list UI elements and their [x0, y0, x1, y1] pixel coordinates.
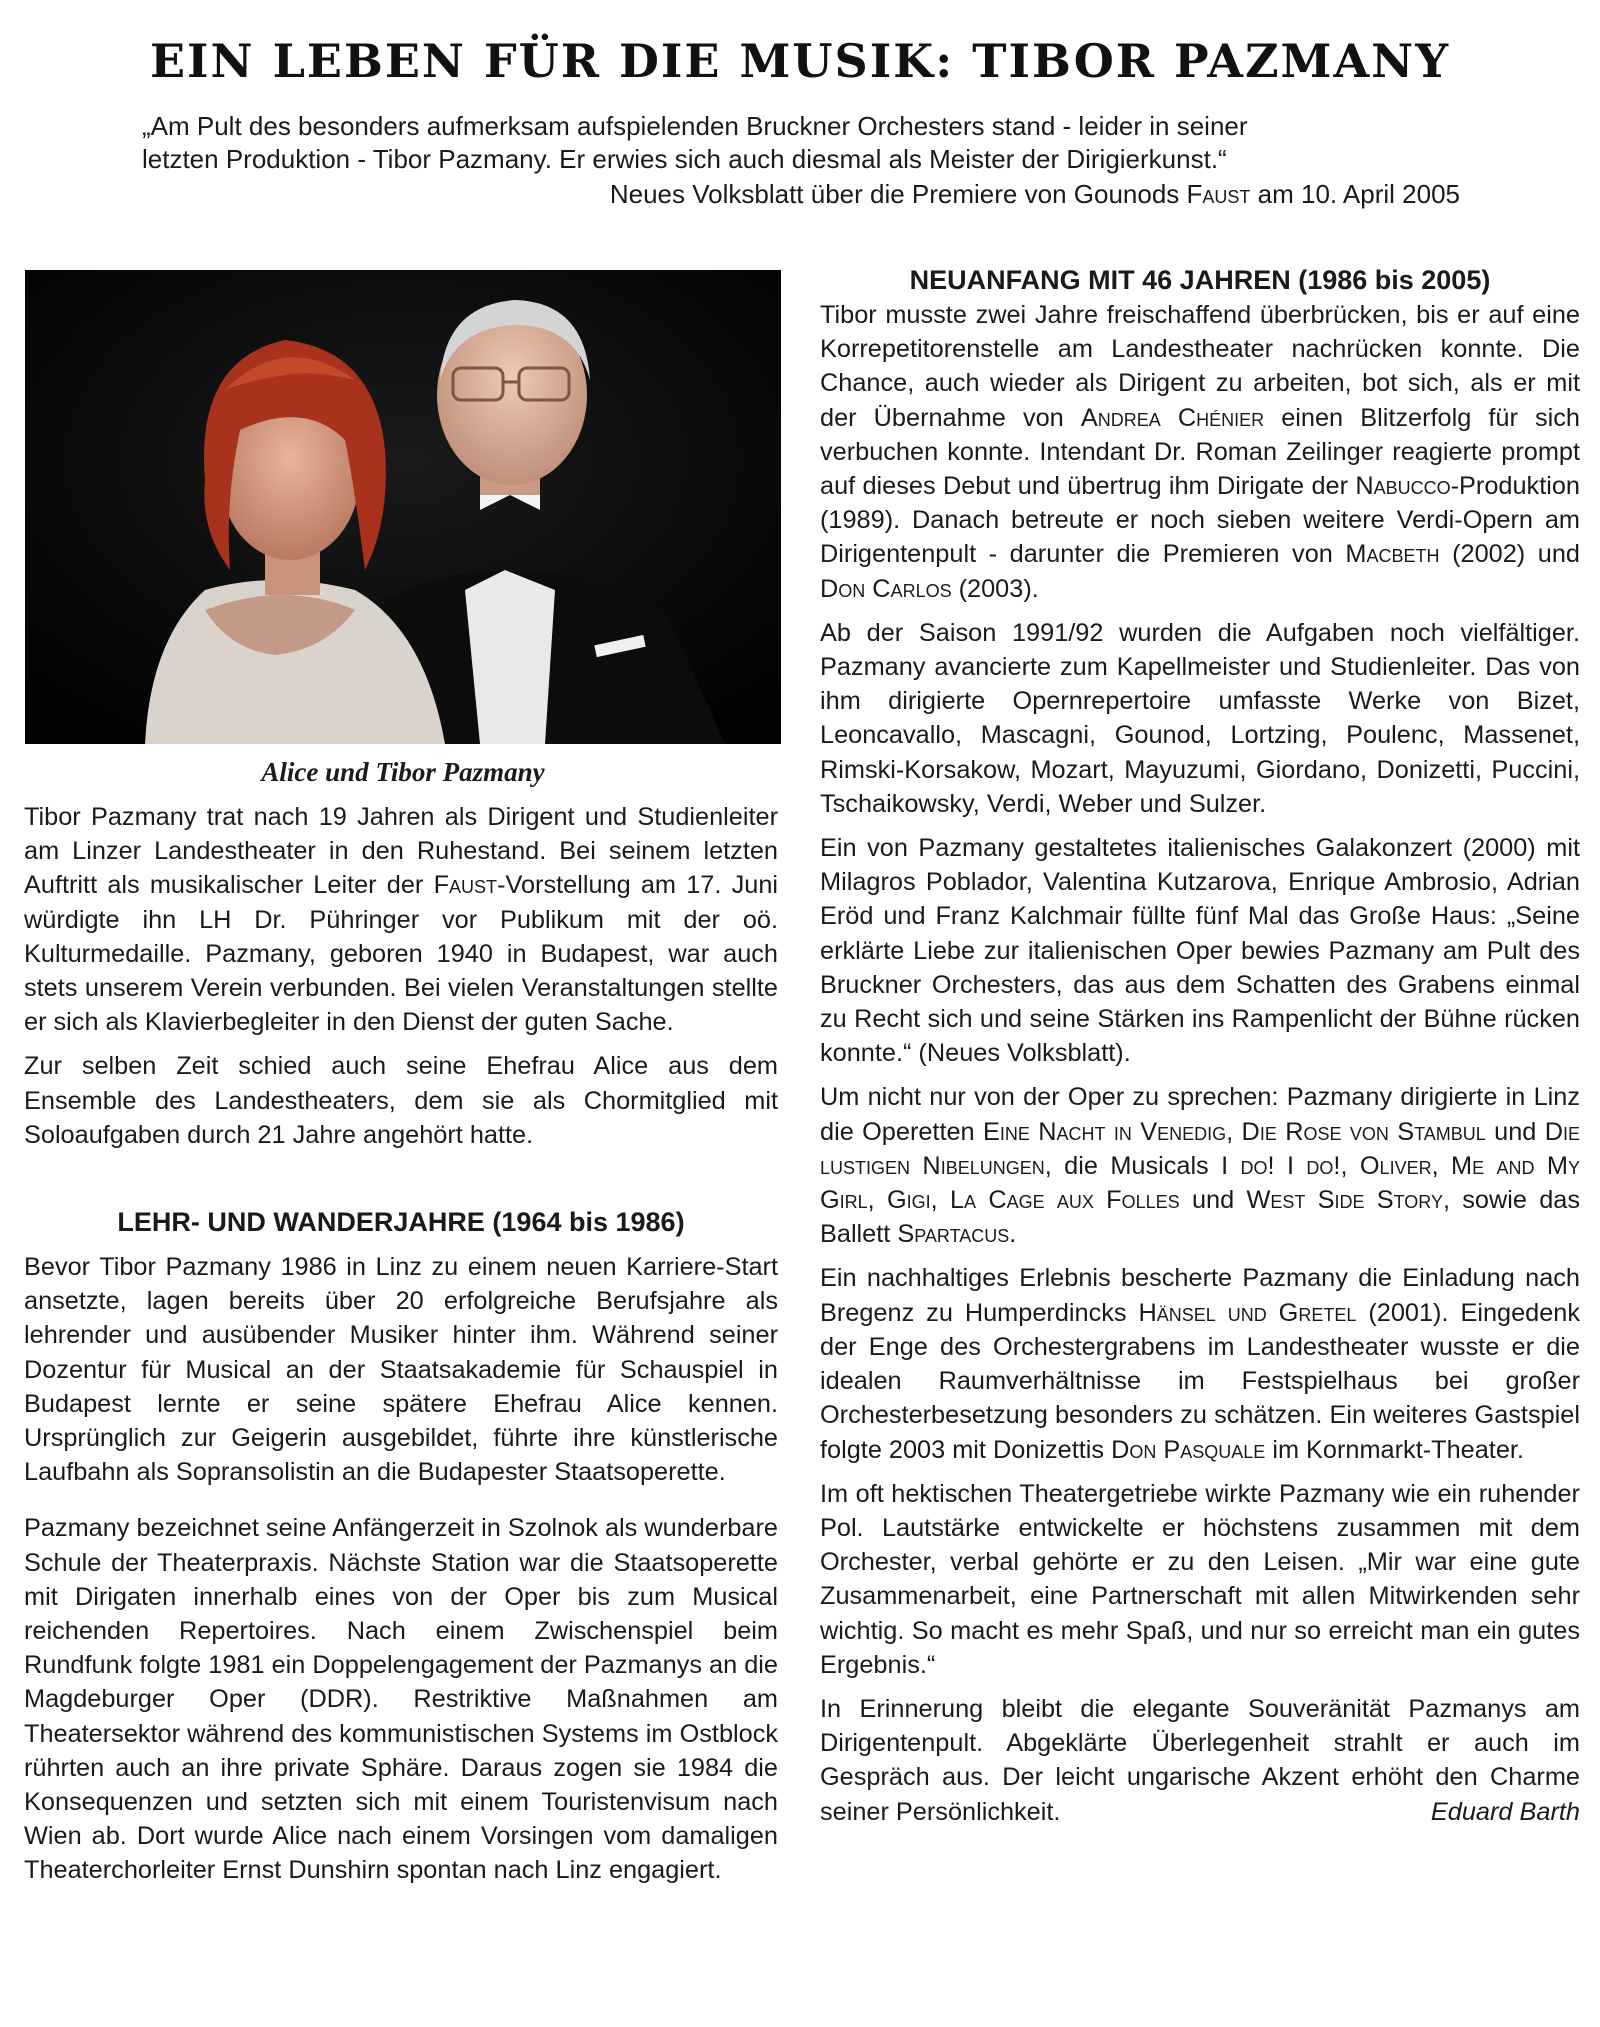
source-prefix: Neues Volksblatt über die Premiere von Gounods: [609, 179, 1180, 209]
right-p4-work5: Spartacus: [897, 1220, 1010, 1249]
right-p4-f: .: [1009, 1220, 1017, 1249]
right-p1-work3: Macbeth: [1345, 540, 1440, 569]
left-p1-work: Faust: [433, 871, 498, 900]
source-suffix: am 10. April 2005: [1257, 179, 1460, 209]
left-paragraph-3: Bevor Tibor Pazmany 1986 in Linz zu einem neuen Karriere-Start ansetzte, lagen bereits über 20 erfolgreiche Berufsjahre als lehrender und ausübender Musiker hinter ihm. Während seiner Dozentur für Musical an der Staatsakademie für Schauspiel in Budapest lernte er seine spätere Ehefrau Alice kennen. Ursprünglich zur Geigerin ausgebildet, führte ihre künstlerische Laufbahn als Sopransolistin an die Budapester Staatsoperette.: [24, 1253, 778, 1487]
right-paragraph-2: Ab der Saison 1991/92 wurden die Aufgaben noch vielfältiger. Pazmany avancierte zum Kapellmeister und Studienleiter. Das von ihm dirigierte Opernrepertoire umfasste Werke von Bizet, Leoncavallo, Mascagni, Gounod, Lortzing, Poulenc, Massenet, Rimski-Korsakow, Mozart, Mayuzumi, Giordano, Donizetti, Puccini, Tschaikowsky, Verdi, Weber und Sulzer.: [820, 618, 1580, 818]
right-p4-work4: West Side Story: [1246, 1186, 1443, 1215]
right-p1-work4: Don Carlos: [820, 574, 952, 603]
right-p4-c: , die Musicals: [1044, 1151, 1209, 1180]
right-column: [820, 262, 1580, 1829]
right-p4-work1: Eine Nacht in Venedig, Die Rose von Stambul: [983, 1117, 1486, 1146]
right-p4-a: Um nicht nur von der Oper zu sprechen: Pazmany dirigierte in Linz die Operetten: [820, 1083, 1580, 1146]
article-title: EIN LEBEN FÜR DIE MUSIK: TIBOR PAZMANY: [149, 34, 1451, 88]
right-p1-work2: Nabucco: [1355, 472, 1451, 501]
left-paragraph-2: Zur selben Zeit schied auch seine Ehefrau Alice aus dem Ensemble des Landestheaters, dem sie als Chormitglied mit Soloaufgaben durch 21 Jahre angehört hatte.: [24, 1052, 778, 1149]
right-p1-work1: Andrea Chénier: [1080, 403, 1265, 432]
right-p4-b: und: [1494, 1117, 1537, 1146]
left-p1-text: Tibor Pazmany trat nach 19 Jahren als Dirigent und Studienleiter am Linzer Landestheater in den Ruhestand. Bei seinem letzten Auftritt als musikalischer Leiter der: [24, 803, 778, 900]
quote-line-1: „Am Pult des besonders aufmerksam aufspielenden Bruckner Orchesters stand - leider in seiner: [142, 111, 1248, 141]
lead-quote: [142, 110, 1462, 176]
left-p1-rest: -Vorstellung am 17. Juni würdigte ihn LH Dr. Pühringer vor Publikum mit der oö. Kulturmedaille. Pazmany, geboren 1940 in Budapest, war auch stets unserem Verein verbunden. Bei vielen Veranstaltungen stellte er sich als Klavierbegleiter in den Dienst der guten Sache.: [24, 871, 779, 1037]
right-paragraph-6: Im oft hektischen Theatergetriebe wirkte Pazmany wie ein ruhender Pol. Lautstärke entwickelte er höchstens zusammen mit dem Orchester, verbal gehörte er zu den Leisen. „Mir war eine gute Zusammenarbeit, eine Partnerschaft mit allen Mitwirkenden sehr wichtig. So macht es mehr Spaß, und nur so erreicht man ein gutes Ergebnis.“: [820, 1479, 1580, 1679]
source-work: Faust: [1186, 179, 1251, 209]
section-heading-neuanfang: NEUANFANG MIT 46 JAHREN (1986 bis 2005): [909, 265, 1491, 295]
right-p5-b: (2001). Eingedenk der Enge des Orchestergrabens im Landestheater wusste er die idealen Raumverhältnisse im Festspielhaus bei großer Orchesterbesetzung besonders zu schätzen. Ein weiteres Gastspiel folgte 2003 mit Donizettis: [820, 1298, 1581, 1464]
portrait-illustration: [25, 270, 781, 744]
right-paragraph-1: [820, 298, 1580, 606]
right-paragraph-4: [820, 1080, 1580, 1251]
left-paragraph-1: [24, 800, 778, 1039]
right-p1-a: Tibor musste zwei Jahre freischaffend überbrücken, bis er auf eine Korrepetitorenstelle am Landestheater nachrücken konnte. Die Chance, auch wieder als Dirigent zu arbeiten, bot sich, als er mit der Übernahme von: [820, 301, 1580, 432]
right-p5-a: Ein nachhaltiges Erlebnis bescherte Pazmany die Einladung nach Bregenz zu Humperdincks: [820, 1264, 1580, 1327]
left-column: [24, 800, 778, 1888]
right-p7-text: In Erinnerung bleibt die elegante Souveränität Pazmanys am Dirigentenpult. Abgeklärte Überlegenheit strahlt er auch im Gespräch aus. Der leicht ungarische Akzent erhöht den Charme seiner Persönlichkeit.: [820, 1694, 1580, 1826]
right-p1-e: (2003).: [958, 574, 1039, 603]
right-p5-work1: Hänsel und Gretel: [1138, 1298, 1357, 1327]
quote-source: [610, 178, 1460, 211]
right-p4-d: und: [1191, 1186, 1235, 1215]
quote-line-2: letzten Produktion - Tibor Pazmany. Er erwies sich auch diesmal als Meister der Dirigierkunst.“: [142, 144, 1227, 174]
right-p4-work2: Die lustigen Nibelungen: [820, 1117, 1581, 1180]
right-p1-b: einen Blitzerfolg für sich verbuchen konnte. Intendant Dr. Roman Zeilinger reagierte prompt auf dieses Debut und übertrug ihm Dirigate der: [820, 403, 1580, 501]
section-heading-lehrjahre: LEHR- UND WANDERJAHRE (1964 bis 1986): [117, 1207, 685, 1238]
right-paragraph-3: Ein von Pazmany gestaltetes italienisches Galakonzert (2000) mit Milagros Poblador, Valentina Kutzarova, Enrique Ambrosio, Adrian Eröd und Franz Kalchmair füllte fünf Mal das Große Haus: „Seine erklärte Liebe zur italienischen Oper bewies Pazmany am Pult des Bruckner Orchesters, das aus dem Schatten des Grabens einmal zu Recht sich und seine Stärken ins Rampenlicht der Bühne rücken konnte.“ (Neues Volksblatt).: [820, 834, 1580, 1068]
right-p1-c: -Produktion (1989). Danach betreute er noch sieben weitere Verdi-Opern am Dirigentenpult - darunter die Premieren von: [820, 472, 1580, 569]
right-p5-c: im Kornmarkt-Theater.: [1272, 1435, 1524, 1464]
portrait-photo: [25, 270, 781, 744]
right-paragraph-5: [820, 1261, 1580, 1466]
left-paragraph-4: Pazmany bezeichnet seine Anfängerzeit in Szolnok als wunderbare Schule der Theaterpraxis. Nächste Station war die Staatsoperette mit Dirigaten innerhalb eines von der Oper bis zum Musical reichenden Repertoires. Nach einem Zwischenspiel beim Rundfunk folgte 1981 ein Doppelengagement der Pazmanys an die Magdeburger Oper (DDR). Restriktive Maßnahmen am Theatersektor während des kommunistischen Systems im Ostblock rührten auch an ihre private Sphäre. Daraus zogen sie 1984 die Konsequenzen und setzten sich mit einem Touristenvisum nach Wien ab. Dort wurde Alice nach einem Vorsingen vom damaligen Theaterchorleiter Ernst Dunshirn spontan nach Linz engagiert.: [24, 1514, 778, 1885]
right-p5-work2: Don Pasquale: [1111, 1435, 1266, 1464]
right-p4-work3: I do! I do!, Oliver, Me and My Girl, Gigi, La Cage aux Folles: [820, 1151, 1580, 1215]
right-paragraph-7: [820, 1692, 1580, 1829]
photo-caption: Alice und Tibor Pazmany: [261, 757, 545, 787]
author-signature: Eduard Barth: [1430, 1797, 1580, 1826]
right-p4-e: , sowie das Ballett: [820, 1186, 1581, 1249]
right-p1-d: (2002) und: [1452, 540, 1580, 569]
